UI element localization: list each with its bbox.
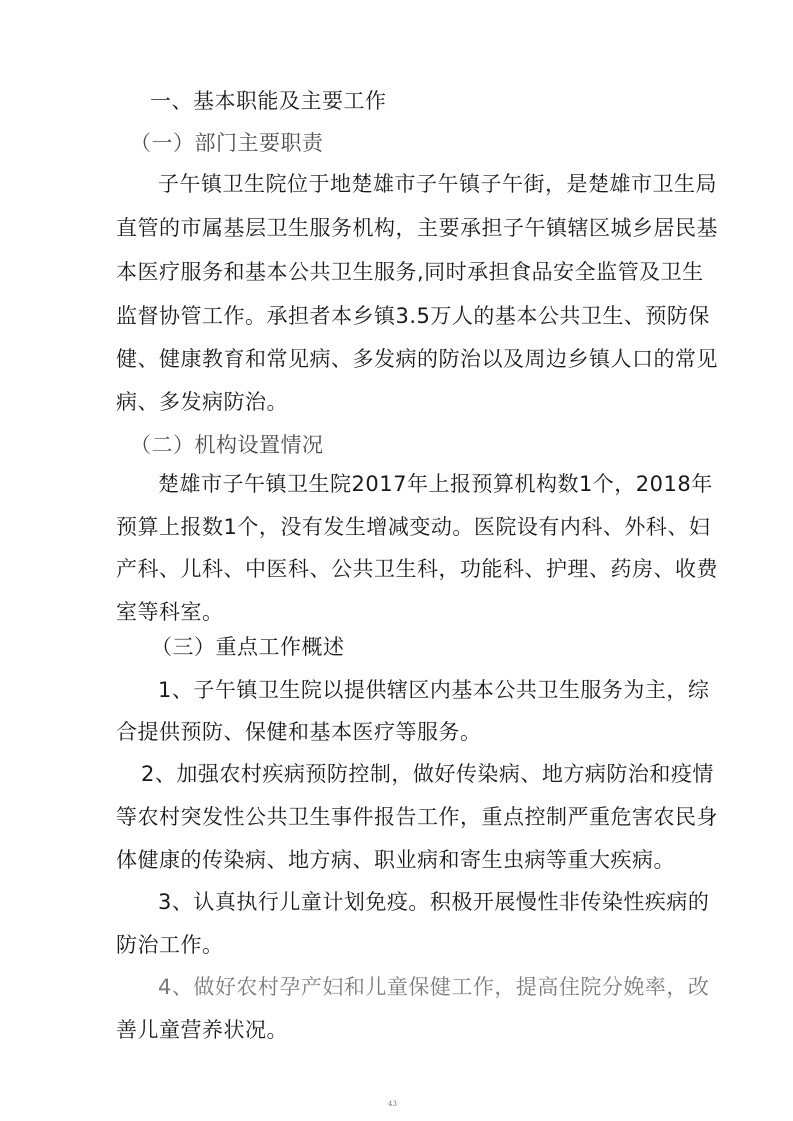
paragraph-line: 病、多发病防治。 [116,390,288,414]
paragraph-line: 本医疗服务和基本公共卫生服务,同时承担食品安全监管及卫生 [116,260,704,284]
paragraph-line: 1、子午镇卫生院以提供辖区内基本公共卫生服务为主，综 [158,678,710,702]
paragraph-line: 子午镇卫生院位于地楚雄市子午镇子午街，是楚雄市卫生局 [158,172,717,196]
section-title-2: （二）机构设置情况 [130,433,324,457]
paragraph-line: 产科、儿科、中医科、公共卫生科，功能科、护理、药房、收费 [116,557,718,581]
paragraph-line: 体健康的传染病、地方病、职业病和寄生虫病等重大疾病。 [116,848,675,872]
paragraph-line: 合提供预防、保健和基本医疗等服务。 [116,720,482,744]
paragraph-line: 直管的市属基层卫生服务机构，主要承担子午镇辖区城乡居民基 [116,216,718,240]
section-title-1: （一）部门主要职责 [130,131,324,155]
paragraph-line: 预算上报数1个，没有发生增减变动。医院设有内科、外科、妇 [116,515,711,539]
paragraph-line: 3、认真执行儿童计划免疫。积极开展慢性非传染性疾病的 [158,890,710,914]
paragraph-line: 等农村突发性公共卫生事件报告工作，重点控制严重危害农民身 [116,805,718,829]
heading: 一、基本职能及主要工作 [150,89,387,113]
paragraph-line: 楚雄市子午镇卫生院2017年上报预算机构数1个，2018年 [158,472,713,496]
paragraph-line: 防治工作。 [116,933,224,957]
paragraph-line: 善儿童营养状况。 [116,1018,288,1042]
paragraph-line: 监督协管工作。承担者本乡镇3.5万人的基本公共卫生、预防保 [116,304,710,328]
section-title-3: （三）重点工作概述 [151,635,345,659]
paragraph-line: 2、加强农村疾病预防控制，做好传染病、地方病防治和疫情 [141,762,714,786]
paragraph-line: 室等科室。 [116,600,224,624]
paragraph-line: 健、健康教育和常见病、多发病的防治以及周边乡镇人口的常见 [116,347,718,371]
paragraph-line: 4、做好农村孕产妇和儿童保健工作，提高住院分娩率，改 [158,975,710,999]
page-number: 43 [388,1100,397,1108]
